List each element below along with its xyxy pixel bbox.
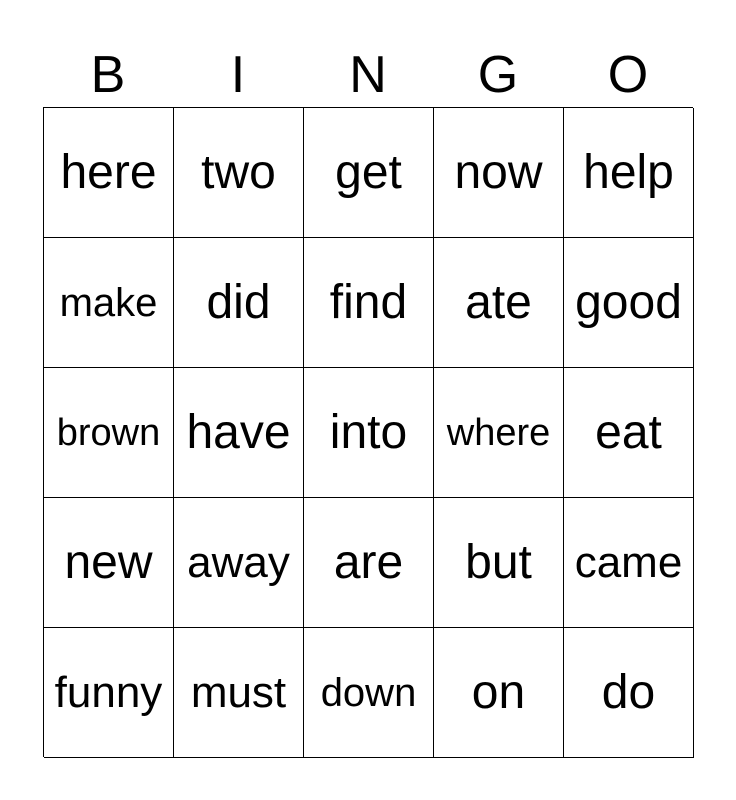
header-letter-o: O bbox=[607, 46, 649, 104]
bingo-cell: ate bbox=[434, 238, 564, 368]
header-letter-n: N bbox=[349, 46, 387, 104]
bingo-cell: new bbox=[44, 498, 174, 628]
bingo-cell: make bbox=[44, 238, 174, 368]
bingo-cell: two bbox=[174, 108, 304, 238]
bingo-cell: here bbox=[44, 108, 174, 238]
bingo-cell: into bbox=[304, 368, 434, 498]
header-letter-b: B bbox=[90, 46, 126, 104]
bingo-cell: do bbox=[564, 628, 694, 758]
bingo-cell: where bbox=[434, 368, 564, 498]
bingo-cell: help bbox=[564, 108, 694, 238]
bingo-board bbox=[43, 107, 693, 757]
bingo-cell: have bbox=[174, 368, 304, 498]
bingo-cell: must bbox=[174, 628, 304, 758]
bingo-cell: away bbox=[174, 498, 304, 628]
bingo-cell: on bbox=[434, 628, 564, 758]
bingo-cell: did bbox=[174, 238, 304, 368]
bingo-cell: are bbox=[304, 498, 434, 628]
bingo-header bbox=[43, 44, 693, 106]
bingo-cell: brown bbox=[44, 368, 174, 498]
bingo-cell: but bbox=[434, 498, 564, 628]
bingo-cell: funny bbox=[44, 628, 174, 758]
header-letter-i: I bbox=[230, 46, 246, 104]
bingo-cell: now bbox=[434, 108, 564, 238]
bingo-cell: came bbox=[564, 498, 694, 628]
bingo-cell: find bbox=[304, 238, 434, 368]
bingo-cell: get bbox=[304, 108, 434, 238]
bingo-cell: down bbox=[304, 628, 434, 758]
bingo-cell: good bbox=[564, 238, 694, 368]
bingo-cell: eat bbox=[564, 368, 694, 498]
header-letter-g: G bbox=[477, 46, 519, 104]
